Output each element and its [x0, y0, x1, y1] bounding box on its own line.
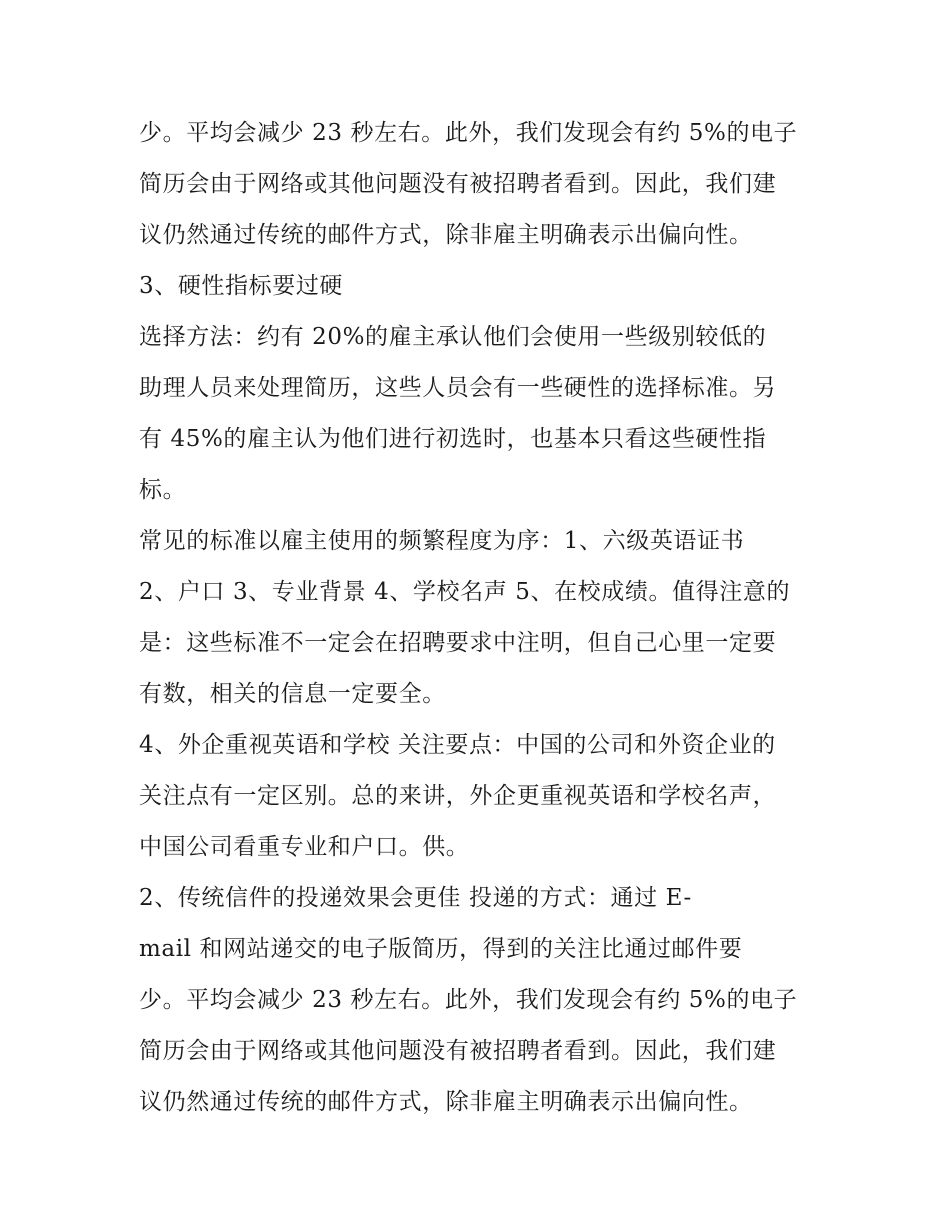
text-line: 中国公司看重专业和户口。供。 [139, 834, 470, 860]
text-line: mail 和网站递交的电子版简历，得到的关注比通过邮件要 [139, 936, 743, 962]
text-line: 有数，相关的信息一定要全。 [139, 681, 446, 707]
text-line: 议仍然通过传统的邮件方式，除非雇主明确表示出偏向性。 [139, 222, 753, 248]
text-line: 助理人员来处理简历，这些人员会有一些硬性的选择标准。另 [139, 375, 777, 401]
document-body [139, 108, 819, 1128]
text-line: 常见的标准以雇主使用的频繁程度为序：1、六级英语证书 [139, 528, 745, 554]
text-line: 少。平均会减少 23 秒左右。此外，我们发现会有约 5%的电子 [139, 120, 798, 146]
text-line: 2、户口 3、专业背景 4、学校名声 5、在校成绩。值得注意的 [139, 579, 791, 605]
text-line: 选择方法：约有 20%的雇主承认他们会使用一些级别较低的 [139, 324, 767, 350]
text-line: 是：这些标准不一定会在招聘要求中注明，但自己心里一定要 [139, 630, 777, 656]
text-line: 4、外企重视英语和学校 关注要点：中国的公司和外资企业的 [139, 732, 776, 758]
text-line: 2、传统信件的投递效果会更佳 投递的方式：通过 E- [139, 885, 692, 911]
text-line: 少。平均会减少 23 秒左右。此外，我们发现会有约 5%的电子 [139, 987, 798, 1013]
text-line: 标。 [139, 477, 187, 503]
text-line: 简历会由于网络或其他问题没有被招聘者看到。因此，我们建 [139, 1038, 777, 1064]
text-line: 议仍然通过传统的邮件方式，除非雇主明确表示出偏向性。 [139, 1089, 753, 1115]
text-line: 关注点有一定区别。总的来讲，外企更重视英语和学校名声， [139, 783, 777, 809]
text-line: 简历会由于网络或其他问题没有被招聘者看到。因此，我们建 [139, 171, 777, 197]
section-heading: 3、硬性指标要过硬 [139, 273, 344, 299]
text-line: 有 45%的雇主认为他们进行初选时，也基本只看这些硬性指 [139, 426, 767, 452]
